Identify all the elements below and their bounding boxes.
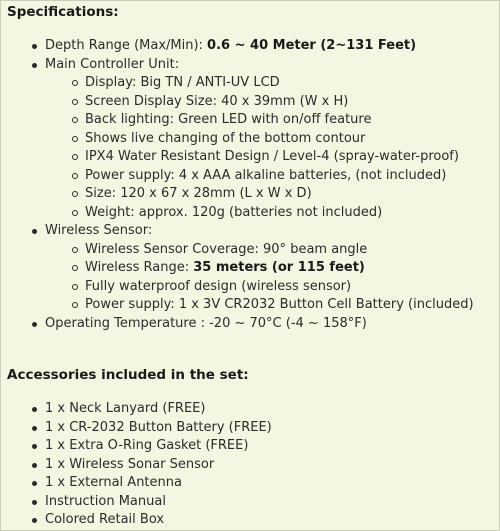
- list-item: [45, 241, 474, 260]
- list-item: [1, 456, 272, 475]
- spec-text: Display: Big TN / ANTI-UV LCD: [85, 75, 280, 90]
- depth-range-label: Depth Range (Max/Min):: [45, 38, 208, 53]
- spec-text: Size: 120 x 67 x 28mm (L x W x D): [85, 186, 312, 201]
- accessories-list: [1, 400, 272, 530]
- bullet-icon: [32, 407, 37, 412]
- list-item: [1, 437, 272, 456]
- wireless-sensor-sublist: [45, 241, 474, 315]
- circle-bullet-icon: [72, 191, 78, 197]
- list-item: [45, 111, 474, 130]
- main-controller-label: Main Controller Unit:: [45, 56, 180, 72]
- list-item: [1, 474, 272, 493]
- spec-text: Shows live changing of the bottom contour: [85, 130, 366, 146]
- bullet-icon: [32, 518, 37, 523]
- specifications-heading: Specifications:: [7, 4, 119, 20]
- bullet-icon: [32, 500, 37, 505]
- circle-bullet-icon: [72, 284, 78, 290]
- spec-text: Back lighting: Green LED with on/off feature: [85, 112, 372, 127]
- circle-bullet-icon: [72, 117, 78, 123]
- accessories-heading: Accessories included in the set:: [7, 367, 249, 383]
- accessory-text: 1 x Wireless Sonar Sensor: [45, 456, 215, 472]
- list-item: [45, 74, 474, 93]
- bullet-icon: [32, 426, 37, 431]
- accessory-text: 1 x External Antenna: [45, 475, 182, 490]
- operating-temperature-text: Operating Temperature : -20 ~ 70°C (-4 ~ 158°F): [45, 315, 367, 331]
- list-item-main-controller: [1, 56, 474, 223]
- list-item: [45, 93, 474, 112]
- bullet-icon: [32, 63, 37, 68]
- list-item: [45, 204, 474, 223]
- circle-bullet-icon: [72, 80, 78, 86]
- list-item: [45, 296, 474, 315]
- list-item: [45, 148, 474, 167]
- list-item: [45, 167, 474, 186]
- wireless-range-label: Wireless Range:: [85, 260, 194, 275]
- list-item: [1, 493, 272, 512]
- list-item: [1, 400, 272, 419]
- accessory-text: Instruction Manual: [45, 493, 166, 509]
- spec-text: Fully waterproof design (wireless sensor): [85, 278, 352, 294]
- list-item: [1, 419, 272, 438]
- wireless-range-value: 35 meters (or 115 feet): [193, 260, 365, 275]
- spec-text: Wireless Sensor Coverage: 90° beam angle: [85, 241, 368, 257]
- circle-bullet-icon: [72, 302, 78, 308]
- list-item: [45, 185, 474, 204]
- spec-text: Weight: approx. 120g (batteries not included): [85, 204, 383, 220]
- specifications-list: [1, 37, 474, 333]
- circle-bullet-icon: [72, 154, 78, 160]
- depth-range-value: 0.6 ~ 40 Meter (2~131 Feet): [207, 38, 417, 53]
- main-controller-sublist: [45, 74, 474, 222]
- product-description: [1, 1, 499, 530]
- accessory-text: 1 x Extra O-Ring Gasket (FREE): [45, 438, 249, 453]
- list-item-wireless-sensor: [1, 222, 474, 315]
- spec-text: Power supply: 1 x 3V CR2032 Button Cell Battery (included): [85, 297, 474, 312]
- accessory-text: 1 x Neck Lanyard (FREE): [45, 401, 206, 416]
- wireless-sensor-label: Wireless Sensor:: [45, 223, 153, 238]
- bullet-icon: [32, 229, 37, 234]
- list-item: [45, 130, 474, 149]
- bullet-icon: [32, 322, 37, 327]
- accessory-text: 1 x CR-2032 Button Battery (FREE): [45, 419, 272, 435]
- circle-bullet-icon: [72, 210, 78, 216]
- circle-bullet-icon: [72, 99, 78, 105]
- spec-text: Screen Display Size: 40 x 39mm (W x H): [85, 93, 349, 109]
- circle-bullet-icon: [72, 265, 78, 271]
- list-item: [45, 259, 474, 278]
- spec-text: Power supply: 4 x AAA alkaline batteries, (not included): [85, 167, 447, 183]
- accessory-text: Colored Retail Box: [45, 512, 165, 527]
- circle-bullet-icon: [72, 173, 78, 179]
- bullet-icon: [32, 444, 37, 449]
- list-item-depth-range: [1, 37, 474, 56]
- list-item: [1, 511, 272, 530]
- circle-bullet-icon: [72, 247, 78, 253]
- list-item-operating-temperature: [1, 315, 474, 334]
- circle-bullet-icon: [72, 136, 78, 142]
- bullet-icon: [32, 44, 37, 49]
- bullet-icon: [32, 463, 37, 468]
- bullet-icon: [32, 481, 37, 486]
- list-item: [45, 278, 474, 297]
- spec-text: IPX4 Water Resistant Design / Level-4 (spray-water-proof): [85, 149, 459, 164]
